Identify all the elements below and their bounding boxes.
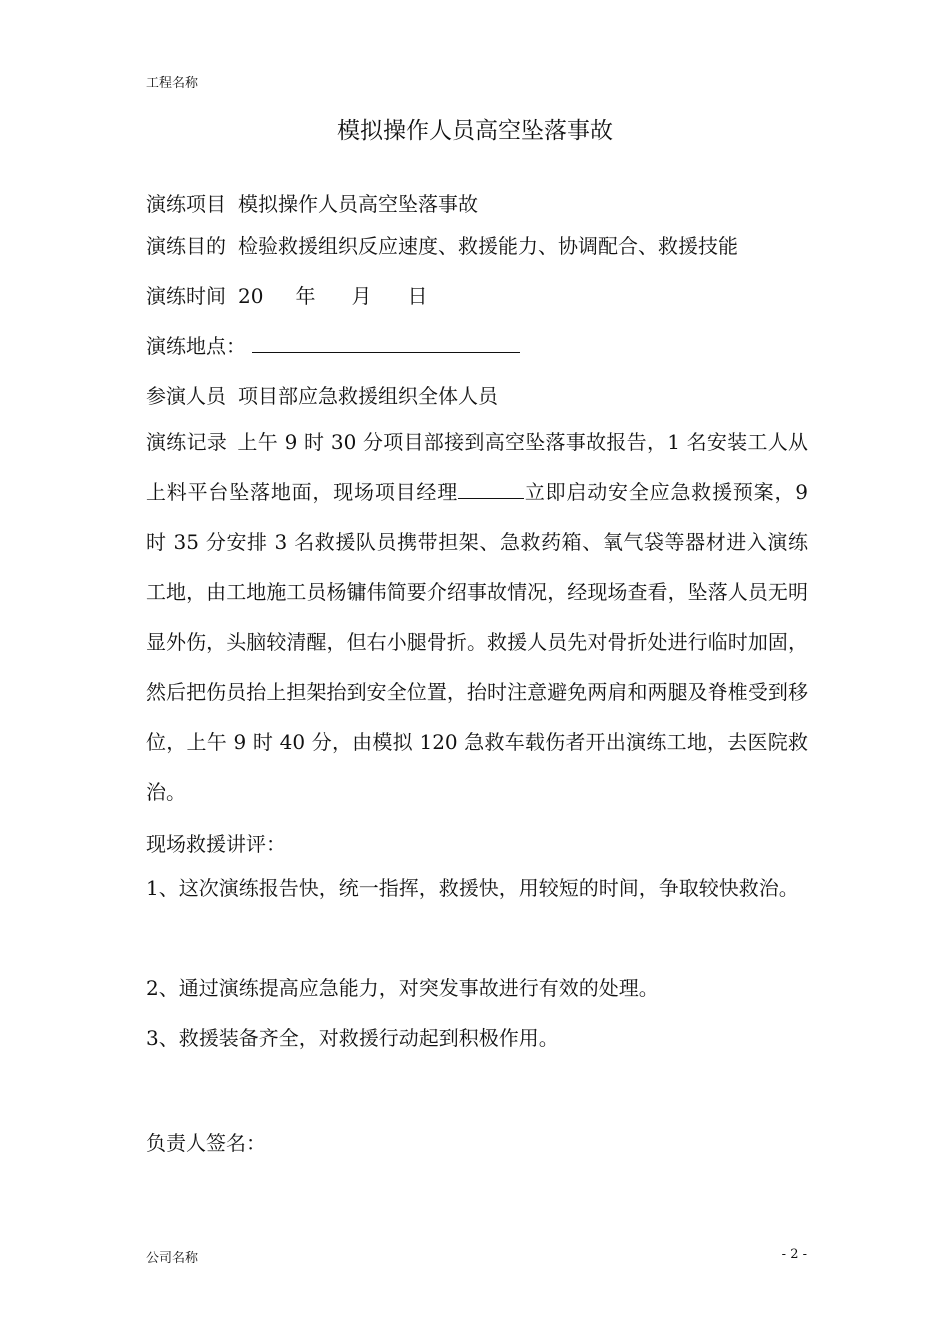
location-label: 演练地点： — [146, 334, 246, 358]
field-location — [146, 330, 520, 359]
manager-blank-line — [458, 480, 524, 499]
review-item: 2、通过演练提高应急能力，对突发事故进行有效的处理。 — [146, 976, 659, 1000]
purpose-value: 检验救援组织反应速度、救援能力、协调配合、救援技能 — [238, 234, 738, 258]
field-project — [146, 188, 478, 217]
page-number: - 2 - — [781, 1247, 807, 1262]
review-item: 3、救援装备齐全，对救援行动起到积极作用。 — [146, 1026, 559, 1050]
document-title: 模拟操作人员高空坠落事故 — [337, 118, 613, 144]
record-text-part1: 上午 9 时 30 分项目部接到高空坠落事故报告，1 名安装工人从上料平台坠落地面，现场项目经理 — [146, 430, 809, 504]
header-project-name: 工程名称 — [146, 76, 199, 91]
footer-company-name: 公司名称 — [146, 1251, 199, 1266]
drill-record — [146, 417, 808, 817]
participants-value: 项目部应急救援组织全体人员 — [238, 384, 498, 408]
field-time — [146, 280, 427, 309]
record-label: 演练记录 — [146, 430, 228, 454]
review-heading: 现场救援讲评： — [146, 832, 286, 856]
field-purpose — [146, 230, 738, 259]
location-blank-line — [252, 334, 520, 353]
time-year-prefix: 20 — [238, 284, 264, 308]
signature-label: 负责人签名： — [146, 1131, 266, 1155]
time-day: 日 — [407, 284, 428, 308]
time-month: 月 — [351, 284, 372, 308]
project-value: 模拟操作人员高空坠落事故 — [238, 192, 478, 216]
record-text-part2: 立即启动安全应急救援预案，9 时 35 分安排 3 名救援队员携带担架、急救药箱、氧气袋等器材进入演练工地，由工地施工员杨镛伟简要介绍事故情况，经现场查看，坠落人员无明显外伤，头脑较清醒，但右小腿骨折。救援人员先对骨折处进行临时加固，然后把伤员抬上担架抬到安全位置，抬时注意避免两肩和两腿及脊椎受到移位，上午 9 时 40 分，由模拟 120 急救车载伤者开出演练工地，去医院救治。 — [146, 480, 809, 804]
time-year: 年 — [295, 284, 316, 308]
time-label: 演练时间 — [146, 284, 226, 308]
project-label: 演练项目 — [146, 192, 226, 216]
field-participants — [146, 380, 498, 409]
purpose-label: 演练目的 — [146, 234, 226, 258]
participants-label: 参演人员 — [146, 384, 226, 408]
review-item: 1、这次演练报告快，统一指挥，救援快，用较短的时间，争取较快救治。 — [146, 876, 799, 900]
